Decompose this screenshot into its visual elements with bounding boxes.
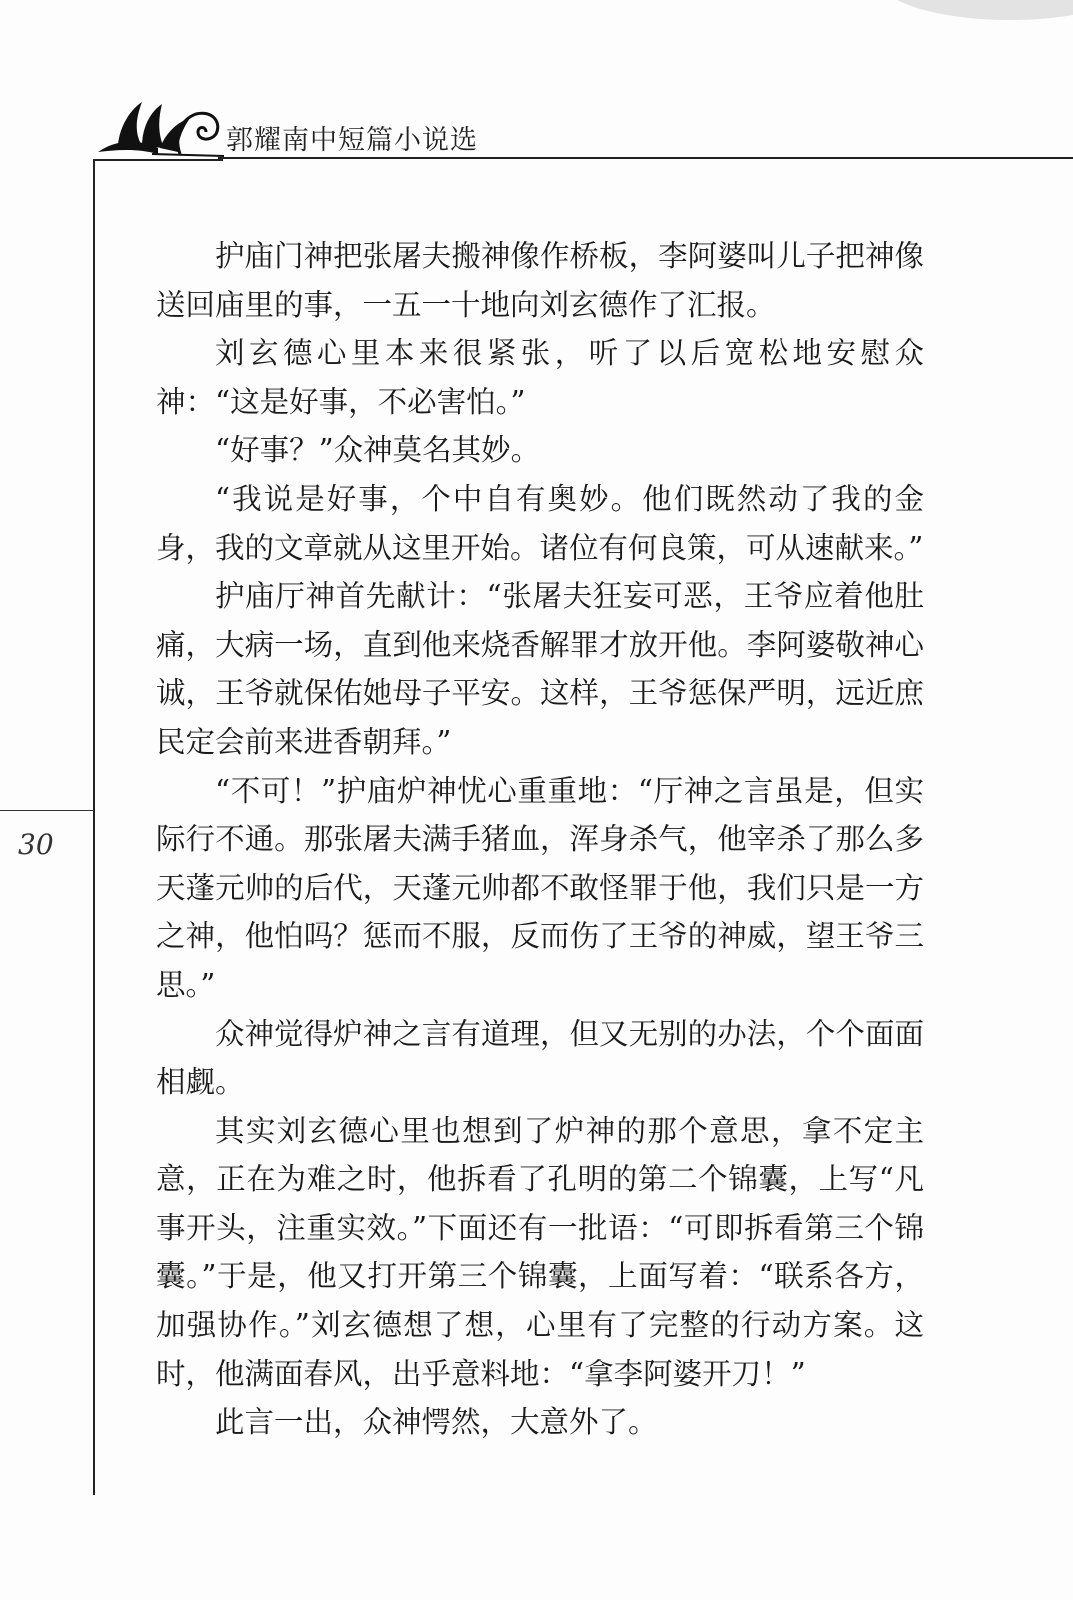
paragraph: 护庙门神把张屠夫搬神像作桥板，李阿婆叫儿子把神像送回庙里的事，一五一十地向刘玄德作了汇报。: [156, 239, 924, 322]
paragraph: “好事？”众神莫名其妙。: [215, 433, 541, 468]
paragraph: 其实刘玄德心里也想到了炉神的那个意思，拿不定主意，正在为难之时，他拆看了孔明的第二个锦囊，上写“凡事开头，注重实效。”下面还有一批语：“可即拆看第三个锦囊。”于是，他又打开第三个锦囊，上面写着：“联系各方，加强协作。”刘玄德想了想，心里有了完整的行动方案。这时，他满面春风，出乎意料地：“拿李阿婆开刀！”: [156, 1113, 924, 1391]
flourish-ornament-icon: [96, 96, 226, 162]
paragraph: 护庙厅神首先献计：“张屠夫狂妄可恶，王爷应着他肚痛，大病一场，直到他来烧香解罪才放开他。李阿婆敬神心诚，王爷就保佑她母子平安。这样，王爷惩保严明，远近庶民定会前来进香朝拜。”: [156, 579, 924, 759]
frame-top-rule: [93, 159, 223, 161]
paragraph: 此言一出，众神愕然，大意外了。: [215, 1405, 658, 1440]
paragraph: “不可！”护庙炉神忧心重重地：“厅神之言虽是，但实际行不通。那张屠夫满手猪血，浑身杀气，他宰杀了那么多天蓬元帅的后代，天蓬元帅都不敢怪罪于他，我们只是一方之神，他怕吗？惩而不服，反而伤了王爷的神威，望王爷三思。”: [156, 773, 924, 1002]
book-title: 郭耀南中短篇小说选: [226, 125, 478, 156]
page-number: 30: [18, 828, 54, 861]
paragraph: 众神觉得炉神之言有道理，但又无别的办法，个个面面相觑。: [156, 1016, 924, 1100]
paragraph: 刘玄德心里本来很紧张，听了以后宽松地安慰众神：“这是好事，不必害怕。”: [156, 336, 924, 419]
scan-corner-shadow: [880, 0, 1073, 20]
margin-rule: [0, 810, 93, 811]
paragraph: “我说是好事，个中自有奥妙。他们既然动了我的金身，我的文章就从这里开始。诸位有何良策，可从速献来。”: [156, 481, 924, 565]
header-rule: [218, 157, 1073, 159]
frame-left-rule: [93, 160, 95, 1495]
body-text: [156, 232, 924, 1447]
